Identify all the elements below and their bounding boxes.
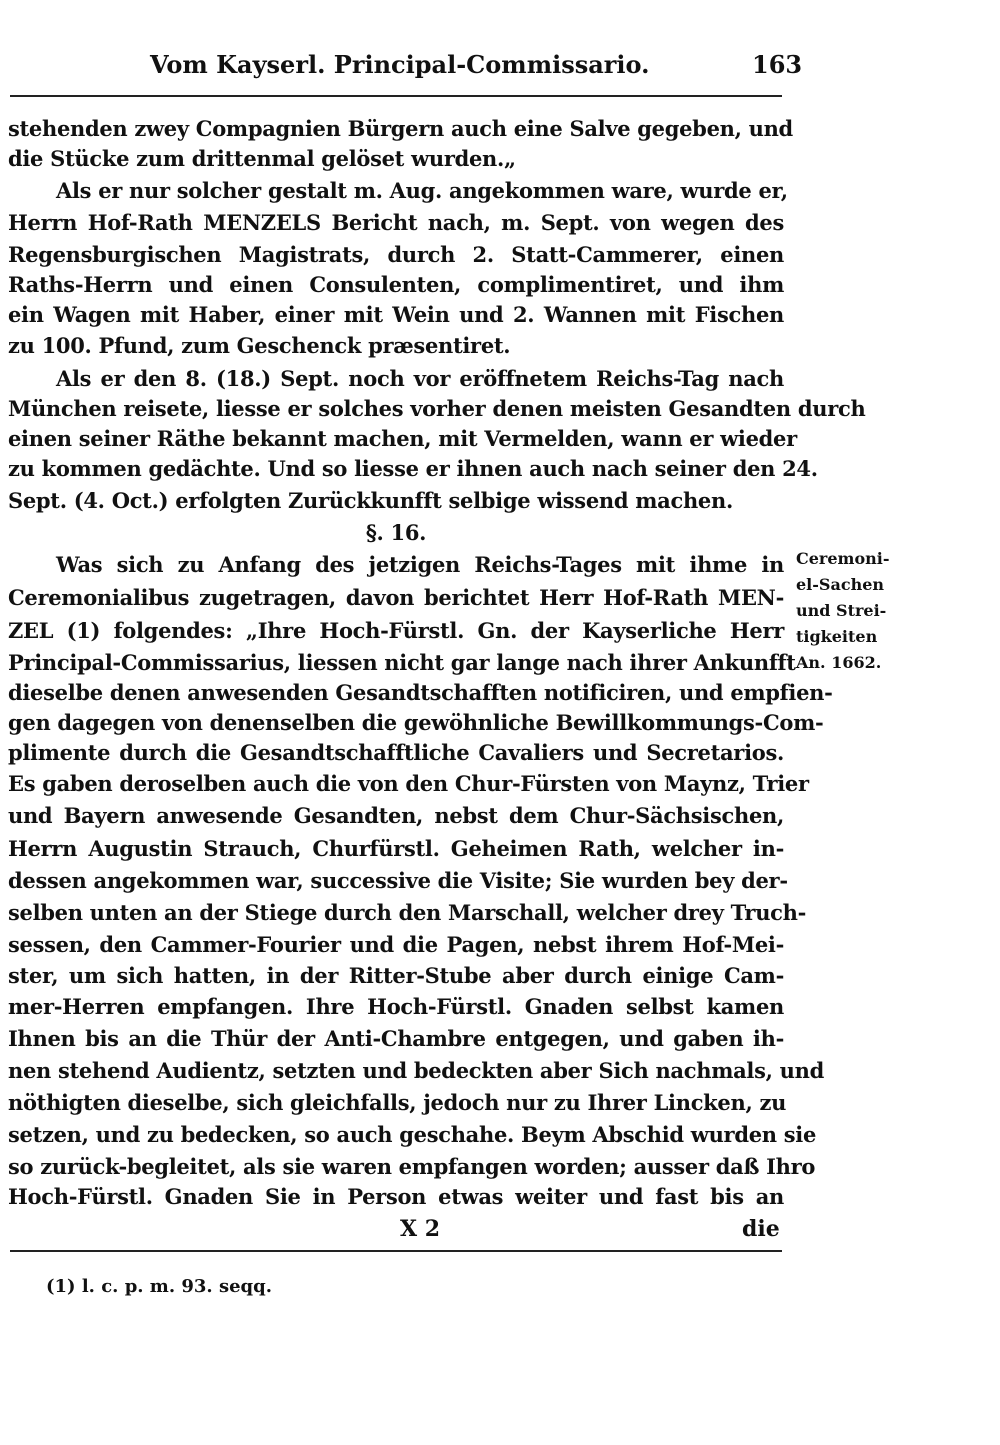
running-title: Vom Kayserl. Principal-Commissario. — [150, 50, 650, 79]
text-line: Als er nur solcher gestalt m. Aug. angekommen ware, wurde er, — [56, 178, 788, 203]
text-line: stehenden zwey Compagnien Bürgern auch eine Salve gegeben, und — [8, 116, 793, 141]
text-line: zu 100. Pfund, zum Geschenck præsentiret. — [8, 333, 511, 358]
text-line: zu kommen gedächte. Und so liesse er ihnen auch nach seiner den 24. — [8, 456, 818, 481]
text-line: Herrn Augustin Strauch, Churfürstl. Geheimen Rath, welcher in- — [8, 836, 784, 861]
margin-note-line: el-Sachen — [796, 575, 885, 594]
text-line: ZEL (1) folgendes: „Ihre Hoch-Fürstl. Gn. der Kayserliche Herr — [8, 618, 784, 643]
text-line: mer-Herren empfangen. Ihre Hoch-Fürstl. Gnaden selbst kamen — [8, 994, 784, 1019]
footnote-rule — [10, 1250, 782, 1252]
text-line: und Bayern anwesende Gesandten, nebst dem Chur-Sächsischen, — [8, 803, 784, 828]
text-line: Regensburgischen Magistrats, durch 2. Statt-Cammerer, einen — [8, 242, 784, 267]
text-line: nöthigten dieselbe, sich gleichfalls, jedoch nur zu Ihrer Lincken, zu — [8, 1090, 787, 1115]
text-line: Hoch-Fürstl. Gnaden Sie in Person etwas weiter und fast bis an — [8, 1184, 784, 1209]
text-line: sessen, den Cammer-Fourier und die Pagen, nebst ihrem Hof-Mei- — [8, 932, 784, 957]
text-line: Raths-Herrn und einen Consulenten, complimentiret, und ihm — [8, 272, 784, 297]
section-heading: §. 16. — [365, 520, 427, 545]
text-line: ster, um sich hatten, in der Ritter-Stube aber durch einige Cam- — [8, 963, 784, 988]
text-line: dieselbe denen anwesenden Gesandtschafften notificiren, und empfien- — [8, 680, 833, 705]
footnote: (1) l. c. p. m. 93. seqq. — [46, 1276, 272, 1297]
header-rule — [10, 95, 782, 97]
text-line: so zurück-begleitet, als sie waren empfangen worden; ausser daß Ihro — [8, 1154, 816, 1179]
text-line: die Stücke zum drittenmal gelöset wurden.„ — [8, 146, 516, 171]
margin-note-line: An. 1662. — [796, 653, 882, 672]
text-line: Ihnen bis an die Thür der Anti-Chambre entgegen, und gaben ih- — [8, 1026, 784, 1051]
text-line: plimente durch die Gesandtschafftliche Cavaliers und Secretarios. — [8, 740, 784, 765]
text-line: einen seiner Räthe bekannt machen, mit Vermelden, wann er wieder — [8, 426, 797, 451]
text-line: Ceremonialibus zugetragen, davon berichtet Herr Hof-Rath MEN- — [8, 585, 784, 610]
text-line: dessen angekommen war, successive die Visite; Sie wurden bey der- — [8, 868, 788, 893]
text-line: Als er den 8. (18.) Sept. noch vor eröffnetem Reichs-Tag nach — [56, 366, 784, 391]
text-line: Sept. (4. Oct.) erfolgten Zurückkunfft selbige wissend machen. — [8, 488, 733, 513]
text-line: selben unten an der Stiege durch den Marschall, welcher drey Truch- — [8, 900, 807, 925]
text-line: Es gaben deroselben auch die von den Chur-Fürsten von Maynz, Trier — [8, 771, 809, 796]
text-line: gen dagegen von denenselben die gewöhnliche Bewillkommungs-Com- — [8, 710, 824, 735]
text-line: Herrn Hof-Rath MENZELS Bericht nach, m. Sept. von wegen des — [8, 210, 784, 235]
text-line: nen stehend Audientz, setzten und bedeckten aber Sich nachmals, und — [8, 1058, 824, 1083]
page-number: 163 — [752, 50, 803, 79]
margin-note-line: und Strei- — [796, 601, 887, 620]
text-line: ein Wagen mit Haber, einer mit Wein und 2. Wannen mit Fischen — [8, 302, 784, 327]
margin-note-line: tigkeiten — [796, 627, 878, 646]
margin-note-line: Ceremoni- — [796, 549, 890, 568]
text-line: Principal-Commissarius, liessen nicht gar lange nach ihrer Ankunfft — [8, 650, 796, 675]
text-line: München reisete, liesse er solches vorher denen meisten Gesandten durch — [8, 396, 866, 421]
signature-mark: X 2 — [400, 1216, 441, 1242]
text-line: setzen, und zu bedecken, so auch geschahe. Beym Abschid wurden sie — [8, 1122, 816, 1147]
catchword: die — [742, 1216, 780, 1242]
text-line: Was sich zu Anfang des jetzigen Reichs-Tages mit ihme in — [56, 552, 784, 577]
